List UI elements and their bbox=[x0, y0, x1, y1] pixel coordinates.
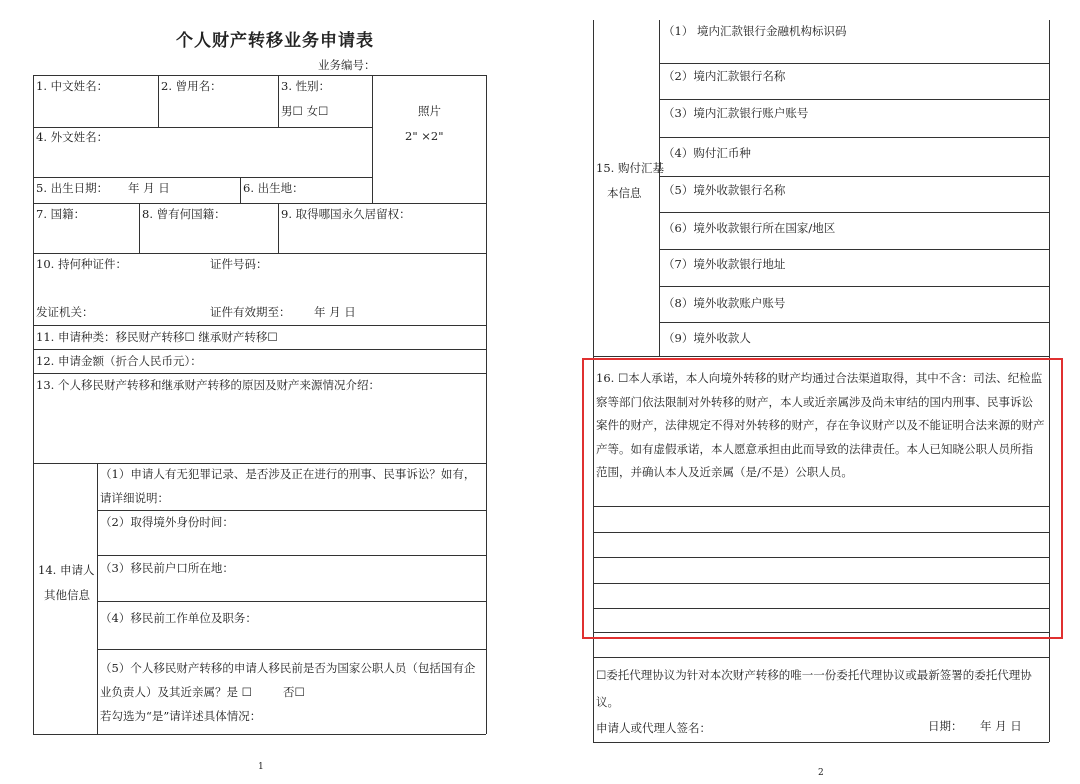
row-line bbox=[33, 127, 372, 128]
proxy-agreement-checkbox[interactable]: ☐委托代理协议为针对本次财产转移的唯一一份委托代理协议或最新签署的委托代理协 bbox=[596, 668, 1032, 682]
other-info-label-line2: 其他信息 bbox=[44, 588, 90, 602]
signature-field[interactable]: 申请人或代理人签名： bbox=[596, 721, 711, 735]
birth-date-field[interactable]: 5. 出生日期： bbox=[36, 181, 109, 195]
form-page-2 bbox=[560, 0, 1080, 784]
row-line bbox=[33, 253, 486, 254]
id-type-field[interactable]: 10. 持何种证件： bbox=[36, 257, 127, 271]
form-title: 个人财产转移业务申请表 bbox=[176, 31, 374, 51]
row-line bbox=[659, 322, 1049, 323]
row-line bbox=[97, 649, 486, 650]
chinese-name-field[interactable]: 1. 中文姓名： bbox=[36, 79, 109, 93]
gender-checkboxes[interactable]: 男☐ 女☐ bbox=[281, 104, 329, 118]
row-line bbox=[659, 286, 1049, 287]
date-value: 年 月 日 bbox=[980, 719, 1022, 733]
section-divider bbox=[97, 463, 98, 734]
row-line bbox=[33, 349, 486, 350]
cell-divider bbox=[278, 203, 279, 253]
photo-label: 照片 bbox=[418, 104, 441, 118]
table-bottom-border bbox=[33, 734, 486, 735]
foreign-bank-address-field[interactable]: （7）境外收款银行地址 bbox=[663, 257, 786, 271]
row-line bbox=[33, 325, 486, 326]
row-line bbox=[33, 203, 486, 204]
row-line bbox=[659, 176, 1049, 177]
row-line bbox=[659, 137, 1049, 138]
apply-type-field[interactable]: 11. 申请种类：移民财产转移☐ 继承财产转移☐ bbox=[36, 330, 278, 344]
date-field[interactable]: 日期： bbox=[928, 719, 963, 733]
household-registration-field[interactable]: （3）移民前户口所在地： bbox=[100, 561, 234, 575]
row-line bbox=[33, 373, 486, 374]
currency-field[interactable]: （4）购付汇币种 bbox=[663, 146, 751, 160]
highlight-box bbox=[582, 358, 1063, 639]
purchase-info-label-line1: 15. 购付汇基 bbox=[596, 161, 664, 175]
public-official-question-cont[interactable]: 业负责人）及其近亲属？是 ☐ bbox=[100, 685, 252, 699]
purchase-info-label-line2: 本信息 bbox=[607, 186, 642, 200]
public-official-no-checkbox[interactable]: 否☐ bbox=[283, 685, 305, 699]
foreign-bank-name-field[interactable]: （5）境外收款银行名称 bbox=[663, 183, 786, 197]
row-line bbox=[33, 75, 486, 76]
cell-divider bbox=[278, 75, 279, 127]
row-line bbox=[97, 555, 486, 556]
commitment-line-5: 范围，并确认本人及近亲属（是/不是）公职人员。 bbox=[596, 465, 853, 479]
foreign-name-field[interactable]: 4. 外文姓名： bbox=[36, 130, 109, 144]
row-line bbox=[659, 249, 1049, 250]
commitment-line-4: 产等。如有虚假承诺，本人愿意承担由此而导致的法律责任。本人已知晓公职人员所指 bbox=[596, 441, 1033, 456]
other-info-label-line1: 14. 申请人 bbox=[38, 563, 95, 577]
table-right-border bbox=[486, 75, 487, 734]
photo-size: 2" ×2" bbox=[405, 129, 444, 143]
id-valid-value: 年 月 日 bbox=[314, 305, 356, 319]
foreign-identity-time-field[interactable]: （2）取得境外身份时间： bbox=[100, 515, 234, 529]
table-bottom-border bbox=[593, 742, 1049, 743]
commitment-line-2: 察等部门依法限制对外转移的财产，本人或近亲属涉及尚未审结的国内刑事、民事诉讼 bbox=[596, 394, 1033, 409]
row-line bbox=[659, 63, 1049, 64]
residence-country-field[interactable]: 9. 取得哪国永久居留权： bbox=[281, 207, 411, 221]
reason-field[interactable]: 13. 个人移民财产转移和继承财产转移的原因及财产来源情况介绍： bbox=[36, 378, 380, 392]
foreign-bank-country-field[interactable]: （6）境外收款银行所在国家/地区 bbox=[663, 221, 836, 235]
remit-account-field[interactable]: （3）境内汇款银行账户账号 bbox=[663, 106, 809, 120]
remit-bank-name-field[interactable]: （2）境内汇款银行名称 bbox=[663, 69, 786, 83]
work-unit-field[interactable]: （4）移民前工作单位及职务： bbox=[100, 611, 257, 625]
foreign-account-field[interactable]: （8）境外收款账户账号 bbox=[663, 296, 786, 310]
row-line bbox=[593, 657, 1049, 658]
cell-divider bbox=[139, 203, 140, 253]
amount-field[interactable]: 12. 申请金额（折合人民币元）： bbox=[36, 354, 202, 368]
public-official-detail-field[interactable]: 若勾选为“是”请详述具体情况： bbox=[100, 709, 262, 723]
public-official-question: （5）个人移民财产转移的申请人移民前是否为国家公职人员（包括国有企 bbox=[100, 661, 476, 675]
proxy-agreement-cont: 议。 bbox=[596, 695, 619, 709]
id-number-field[interactable]: 证件号码： bbox=[210, 257, 268, 271]
business-number-label: 业务编号： bbox=[318, 58, 376, 72]
commitment-line-1[interactable]: 16. ☐本人承诺，本人向境外转移的财产均通过合法渠道取得，其中不含：司法、纪检监 bbox=[596, 371, 1043, 385]
photo-divider bbox=[372, 75, 373, 203]
row-line bbox=[97, 510, 486, 511]
criminal-record-question: （1）申请人有无犯罪记录、是否涉及正在进行的刑事、民事诉讼？如有， bbox=[100, 467, 476, 481]
cell-divider bbox=[240, 177, 241, 203]
cell-divider bbox=[158, 75, 159, 127]
prior-nationality-field[interactable]: 8. 曾有何国籍： bbox=[142, 207, 226, 221]
row-line bbox=[659, 212, 1049, 213]
row-line bbox=[97, 601, 486, 602]
row-line bbox=[659, 99, 1049, 100]
table-left-border bbox=[33, 75, 34, 734]
id-valid-field[interactable]: 证件有效期至： bbox=[210, 305, 291, 319]
form-page-1 bbox=[0, 0, 520, 784]
birthplace-field[interactable]: 6. 出生地： bbox=[243, 181, 304, 195]
row-line bbox=[33, 463, 486, 464]
former-name-field[interactable]: 2. 曾用名： bbox=[161, 79, 222, 93]
page-number-2: 2 bbox=[818, 768, 824, 778]
section-divider bbox=[659, 20, 660, 356]
foreign-payee-field[interactable]: （9）境外收款人 bbox=[663, 331, 751, 345]
birth-date-value: 年 月 日 bbox=[128, 181, 170, 195]
criminal-record-question-cont: 请详细说明： bbox=[100, 491, 169, 505]
gender-label: 3. 性别： bbox=[281, 79, 331, 93]
row-line bbox=[33, 177, 372, 178]
nationality-field[interactable]: 7. 国籍： bbox=[36, 207, 86, 221]
row-line bbox=[593, 356, 1049, 357]
commitment-line-3: 案件的财产，法律规定不得对外转移的财产，存在争议财产以及不能证明合法来源的财产 bbox=[596, 418, 1045, 432]
issuer-field[interactable]: 发证机关： bbox=[36, 305, 94, 319]
page-number-1: 1 bbox=[258, 762, 264, 772]
remit-bank-code-field[interactable]: （1） 境内汇款银行金融机构标识码 bbox=[663, 24, 847, 38]
